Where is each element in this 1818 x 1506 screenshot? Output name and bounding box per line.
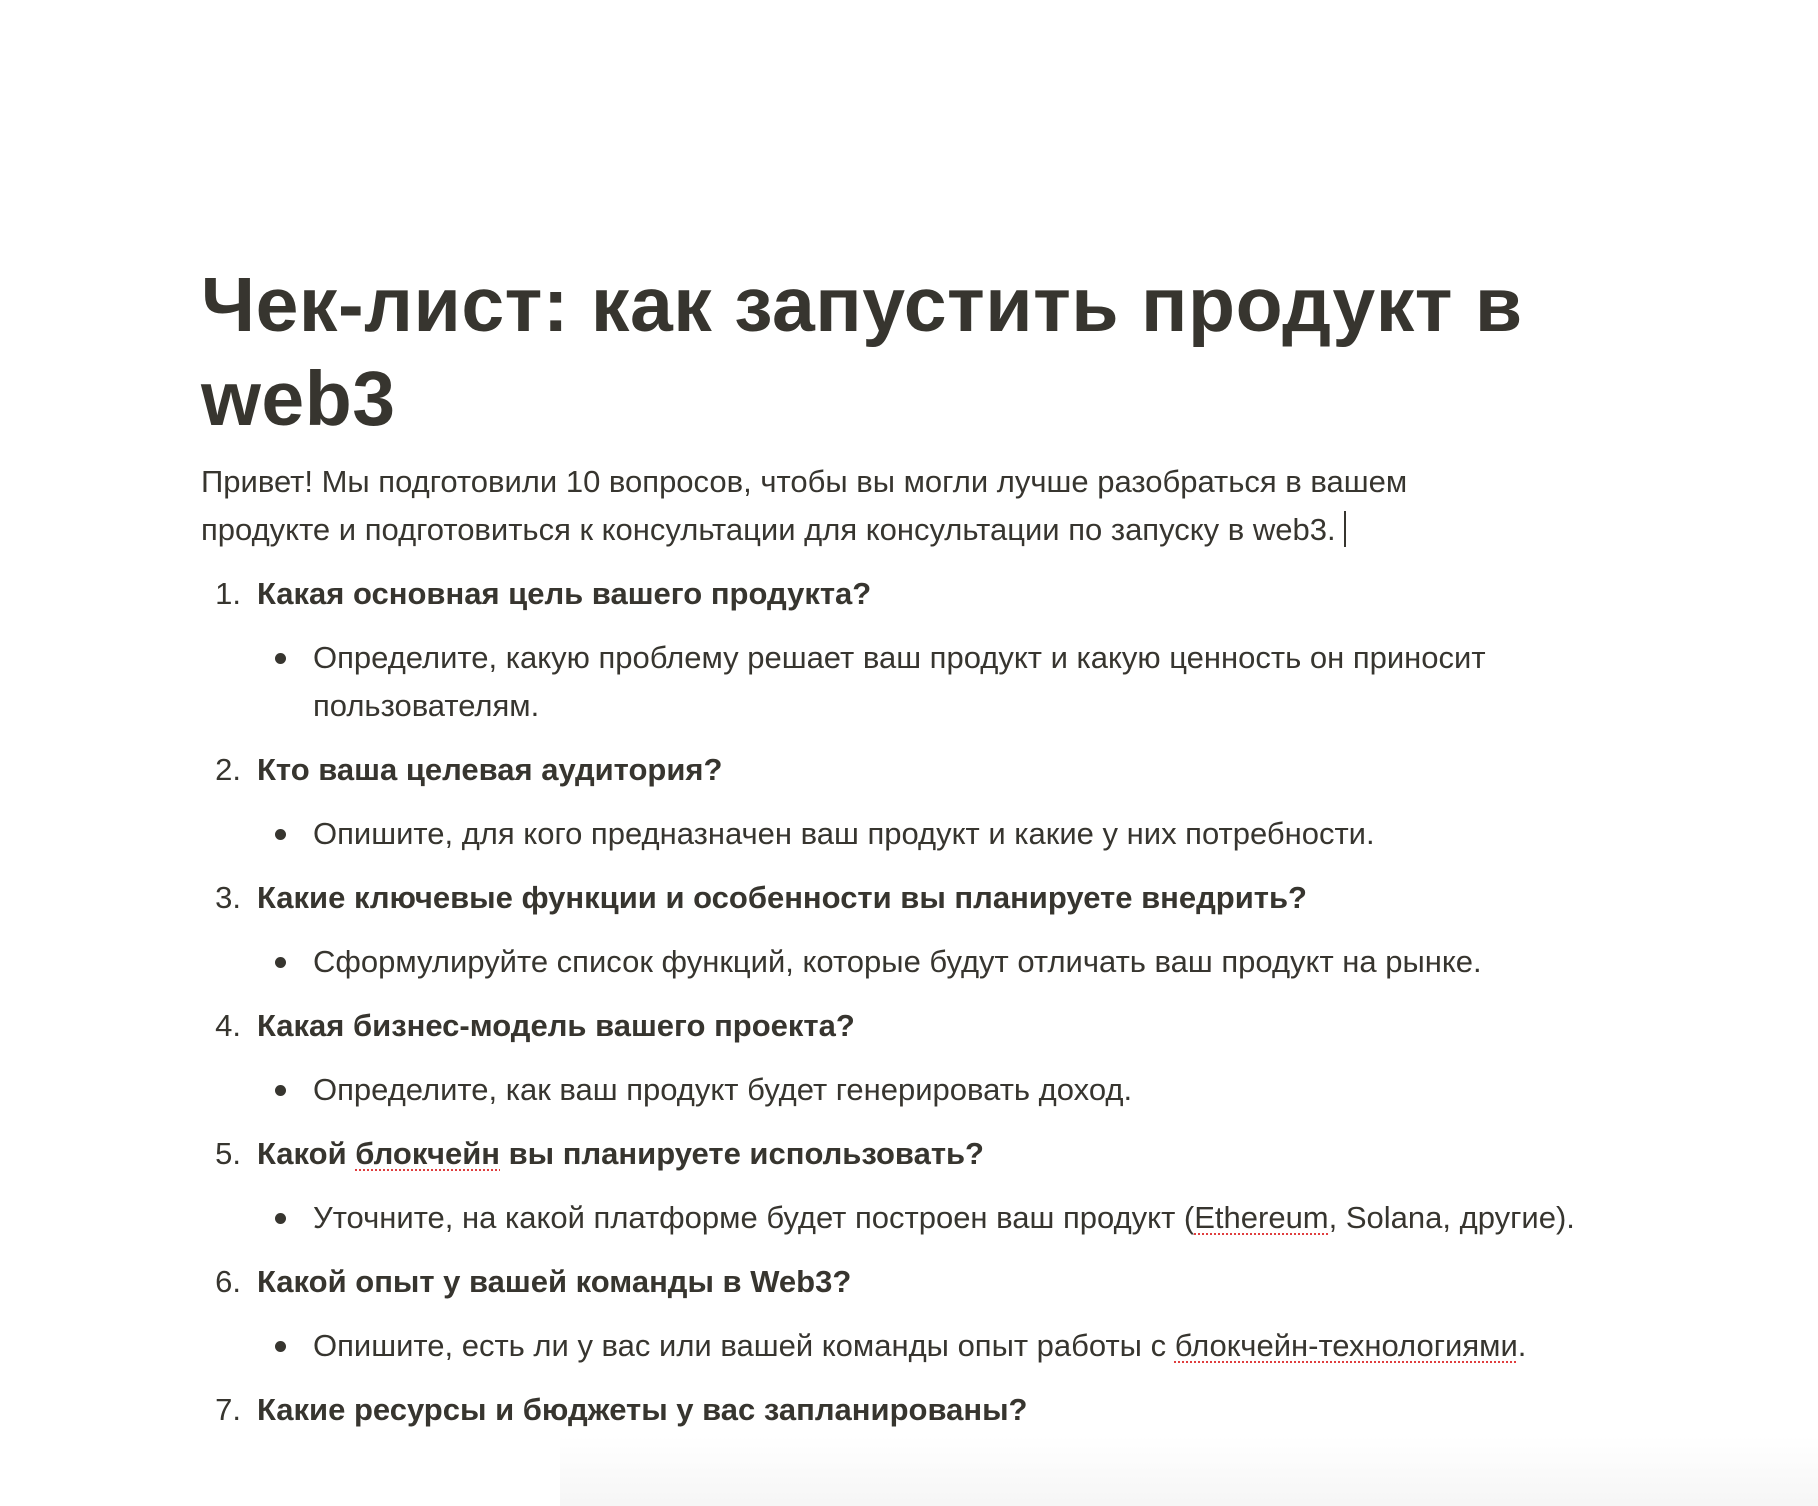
bullet-item[interactable] [257, 1322, 1621, 1370]
details-list [257, 938, 1621, 986]
bullet-dot-icon [275, 1213, 286, 1224]
bullet-item[interactable] [257, 1066, 1621, 1114]
item-number: 7. [215, 1392, 241, 1427]
bullet-text: Сформулируйте список функций, которые будут отличать ваш продукт на рынке. [313, 944, 1482, 979]
question-text: Кто ваша целевая аудитория? [257, 752, 723, 787]
list-item[interactable] [201, 1258, 1621, 1370]
item-number: 1. [215, 576, 241, 611]
bullet-dot-icon [275, 653, 286, 664]
bullet-text: Определите, какую проблему решает ваш продукт и какую ценность он приносит пользователям. [313, 640, 1486, 723]
list-item[interactable] [201, 874, 1621, 986]
bullet-dot-icon [275, 829, 286, 840]
question-text-part: вы планируете использовать? [500, 1136, 984, 1171]
spellcheck-word[interactable]: блокчейн-технологиями [1174, 1328, 1518, 1363]
bullet-text-part: , Solana, другие). [1328, 1200, 1575, 1235]
bullet-text: Опишите, для кого предназначен ваш продукт и какие у них потребности. [313, 816, 1375, 851]
bullet-dot-icon [275, 1341, 286, 1352]
details-list [257, 1194, 1621, 1242]
list-item[interactable] [201, 1002, 1621, 1114]
item-number: 3. [215, 880, 241, 915]
bullet-item[interactable] [257, 938, 1621, 986]
details-list [257, 810, 1621, 858]
bullet-item[interactable] [257, 634, 1621, 730]
question-text [257, 1130, 1621, 1178]
bullet-text [313, 1200, 1575, 1235]
item-number: 6. [215, 1264, 241, 1299]
question-text: Какой опыт у вашей команды в Web3? [257, 1264, 852, 1299]
page-title[interactable]: Чек-лист: как запустить продукт в web3 [201, 262, 1523, 442]
text-cursor [1344, 511, 1346, 547]
item-number: 2. [215, 752, 241, 787]
question-text: Какие ресурсы и бюджеты у вас запланированы? [257, 1392, 1028, 1427]
spellcheck-word[interactable]: блокчейн [355, 1136, 500, 1171]
question-text: Какие ключевые функции и особенности вы планируете внедрить? [257, 880, 1307, 915]
bottom-fade-overlay [560, 1436, 1818, 1506]
item-number: 5. [215, 1136, 241, 1171]
question-text: Какая основная цель вашего продукта? [257, 576, 872, 611]
list-item[interactable] [201, 1130, 1621, 1242]
intro-paragraph[interactable] [201, 458, 1501, 554]
bullet-item[interactable] [257, 810, 1621, 858]
bullet-text-part: Уточните, на какой платформе будет построен ваш продукт ( [313, 1200, 1195, 1235]
questions-list [201, 570, 1621, 1434]
list-item[interactable] [201, 570, 1621, 730]
question-text-part: Какой [257, 1136, 356, 1171]
spellcheck-word[interactable]: Ethereum [1194, 1200, 1329, 1235]
bullet-text-part: . [1517, 1328, 1527, 1363]
details-list [257, 1066, 1621, 1114]
bullet-text [313, 1328, 1526, 1363]
bullet-text-part: Опишите, есть ли у вас или вашей команды опыт работы с [313, 1328, 1175, 1363]
list-item[interactable] [201, 746, 1621, 858]
details-list [257, 634, 1621, 730]
question-text: Какая бизнес-модель вашего проекта? [257, 1008, 855, 1043]
bullet-dot-icon [275, 957, 286, 968]
document-page [201, 258, 1621, 1434]
bullet-item[interactable] [257, 1194, 1621, 1242]
bullet-dot-icon [275, 1085, 286, 1096]
details-list [257, 1322, 1621, 1370]
intro-text: Привет! Мы подготовили 10 вопросов, чтобы вы могли лучше разобраться в вашем продукте и подготовиться к консультации для консультации по запуску в web3. [201, 464, 1408, 547]
item-number: 4. [215, 1008, 241, 1043]
bullet-text: Определите, как ваш продукт будет генерировать доход. [313, 1072, 1133, 1107]
list-item[interactable] [201, 1386, 1621, 1434]
